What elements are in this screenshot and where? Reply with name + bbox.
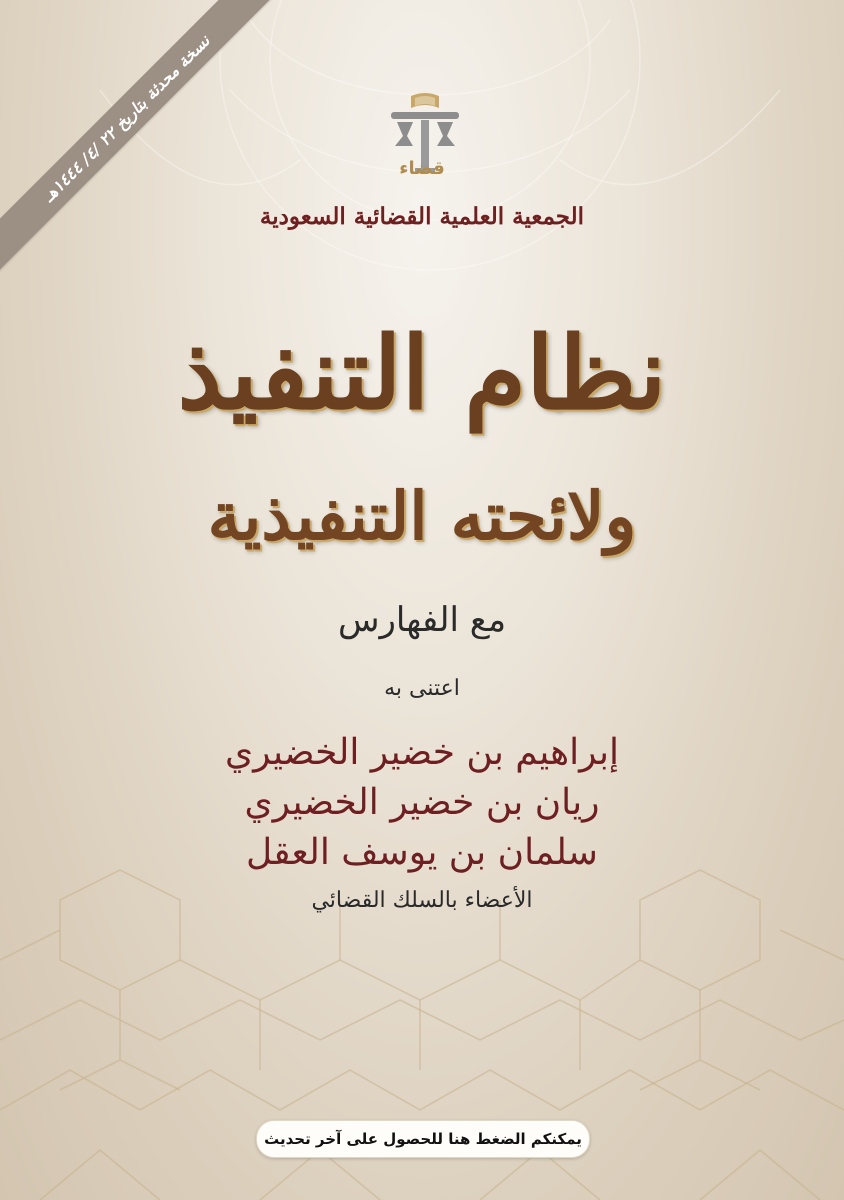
logo-wordmark: قضاء — [399, 158, 445, 179]
author-name: إبراهيم بن خضير الخضيري — [225, 732, 619, 773]
author-name: سلمان بن يوسف العقل — [246, 832, 598, 873]
book-subtitle: مع الفهارس — [337, 600, 507, 640]
latest-update-label: يمكنكم الضغط هنا للحصول على آخر تحديث — [264, 1130, 582, 1148]
ribbon-text: نسخة محدثة بتاريخ ٢٢ /٤/ ١٤٤٤هـ — [38, 30, 214, 206]
book-title-line1: نظام التنفيذ — [177, 314, 667, 432]
editor-label: اعتنى به — [384, 676, 460, 701]
organization-name: الجمعية العلمية القضائية السعودية — [259, 203, 585, 230]
authors-role: الأعضاء بالسلك القضائي — [311, 888, 533, 913]
author-name: ريان بن خضير الخضيري — [244, 782, 600, 823]
book-title-line2: ولائحته التنفيذية — [207, 477, 637, 555]
author-list — [0, 728, 844, 878]
latest-update-button[interactable] — [256, 1120, 590, 1158]
